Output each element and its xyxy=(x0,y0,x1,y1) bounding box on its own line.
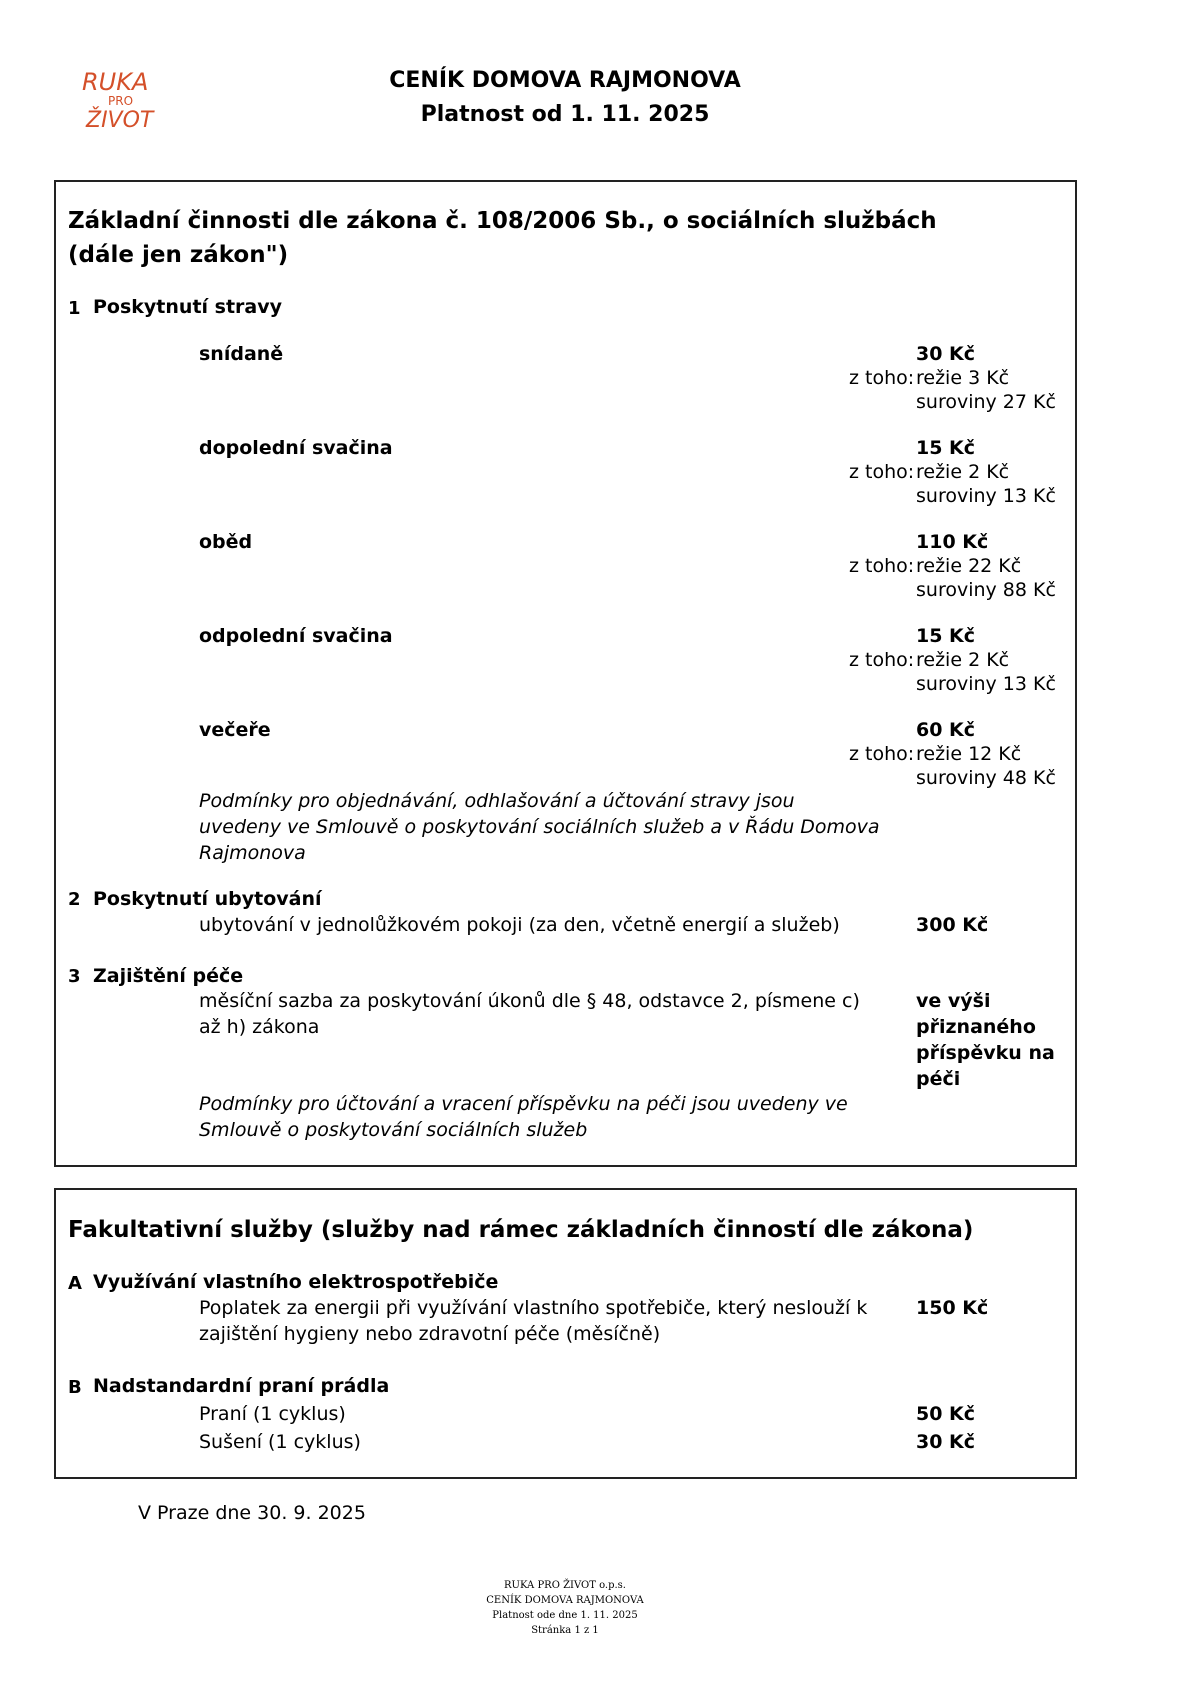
logo-line1: RUKA xyxy=(82,68,149,96)
meal-suroviny: suroviny 13 Kč xyxy=(916,485,1056,507)
care-price-line: přiznaného xyxy=(916,1016,1036,1038)
meal-price: 15 Kč xyxy=(916,625,976,647)
care-text-line: až h) zákona xyxy=(199,1016,320,1038)
section-3-number: 3 xyxy=(68,966,81,987)
section-3-heading: Zajištění péče xyxy=(93,965,244,987)
section-a-heading: Využívání vlastního elektrospotřebiče xyxy=(93,1271,499,1293)
section-b-heading: Nadstandardní praní prádla xyxy=(93,1375,390,1397)
meal-ztoho: z toho: xyxy=(849,461,915,483)
section-b-number: B xyxy=(68,1377,82,1398)
meals-note-line: uvedeny ve Smlouvě o poskytování sociálních služeb a v Řádu Domova xyxy=(199,816,880,838)
appliance-text-line: Poplatek za energii při využívání vlastního spotřebiče, který neslouží k xyxy=(199,1297,868,1319)
footer-line: Platnost ode dne 1. 11. 2025 xyxy=(492,1610,638,1621)
basic-title-line2: (dále jen zákon") xyxy=(68,242,289,268)
meal-name: dopolední svačina xyxy=(199,437,393,459)
meal-price: 30 Kč xyxy=(916,343,976,365)
footer-page-number: Stránka 1 z 1 xyxy=(531,1625,599,1636)
section-1-number: 1 xyxy=(68,298,81,319)
place-date: V Praze dne 30. 9. 2025 xyxy=(138,1502,366,1524)
footer-line: RUKA PRO ŽIVOT o.p.s. xyxy=(504,1580,626,1591)
appliance-text-line: zajištění hygieny nebo zdravotní péče (měsíčně) xyxy=(199,1323,661,1345)
meal-ztoho: z toho: xyxy=(849,743,915,765)
meal-price: 110 Kč xyxy=(916,531,989,553)
accommodation-price: 300 Kč xyxy=(916,914,989,936)
meal-name: oběd xyxy=(199,531,253,553)
optional-title: Fakultativní služby (služby nad rámec základních činností dle zákona) xyxy=(68,1217,974,1243)
laundry-item-price: 50 Kč xyxy=(916,1403,976,1425)
meal-name: snídaně xyxy=(199,343,284,365)
meal-name: odpolední svačina xyxy=(199,625,393,647)
meal-suroviny: suroviny 88 Kč xyxy=(916,579,1056,601)
meal-ztoho: z toho: xyxy=(849,367,915,389)
care-price-line: péči xyxy=(916,1068,961,1090)
meal-suroviny: suroviny 48 Kč xyxy=(916,767,1056,789)
page-title: CENÍK DOMOVA RAJMONOVA xyxy=(389,68,741,93)
care-note-line: Podmínky pro účtování a vracení příspěvku na péči jsou uvedeny ve xyxy=(199,1093,848,1115)
care-note-line: Smlouvě o poskytování sociálních služeb xyxy=(199,1119,588,1141)
logo-line2: PRO xyxy=(108,94,134,108)
laundry-item-name: Praní (1 cyklus) xyxy=(199,1403,346,1425)
meal-price: 60 Kč xyxy=(916,719,976,741)
section-a-number: A xyxy=(68,1273,82,1294)
laundry-item-price: 30 Kč xyxy=(916,1431,976,1453)
meal-suroviny: suroviny 13 Kč xyxy=(916,673,1056,695)
accommodation-text: ubytování v jednolůžkovém pokoji (za den, včetně energií a služeb) xyxy=(199,914,840,936)
meal-ztoho: z toho: xyxy=(849,555,915,577)
meal-rezie: režie 22 Kč xyxy=(916,555,1022,577)
section-2-heading: Poskytnutí ubytování xyxy=(93,888,322,910)
section-2-number: 2 xyxy=(68,889,81,910)
footer-line: CENÍK DOMOVA RAJMONOVA xyxy=(486,1595,644,1606)
meal-name: večeře xyxy=(199,719,271,741)
care-price-line: ve výši xyxy=(916,990,991,1012)
basic-title-line1: Základní činnosti dle zákona č. 108/2006 Sb., o sociálních službách xyxy=(68,208,937,234)
meals-note-line: Podmínky pro objednávání, odhlašování a účtování stravy jsou xyxy=(199,790,795,812)
care-price-line: příspěvku na xyxy=(916,1042,1055,1064)
laundry-item-name: Sušení (1 cyklus) xyxy=(199,1431,361,1453)
meal-ztoho: z toho: xyxy=(849,649,915,671)
meal-suroviny: suroviny 27 Kč xyxy=(916,391,1056,413)
meals-note-line: Rajmonova xyxy=(199,842,306,864)
section-1-heading: Poskytnutí stravy xyxy=(93,296,283,318)
meal-price: 15 Kč xyxy=(916,437,976,459)
page-subtitle: Platnost od 1. 11. 2025 xyxy=(420,102,710,127)
appliance-price: 150 Kč xyxy=(916,1297,989,1319)
care-text-line: měsíční sazba za poskytování úkonů dle § 48, odstavce 2, písmene c) xyxy=(199,990,860,1012)
meal-rezie: režie 12 Kč xyxy=(916,743,1022,765)
meal-rezie: režie 2 Kč xyxy=(916,649,1010,671)
meal-rezie: režie 3 Kč xyxy=(916,367,1010,389)
meal-rezie: režie 2 Kč xyxy=(916,461,1010,483)
logo-line3: ŽIVOT xyxy=(86,108,154,132)
